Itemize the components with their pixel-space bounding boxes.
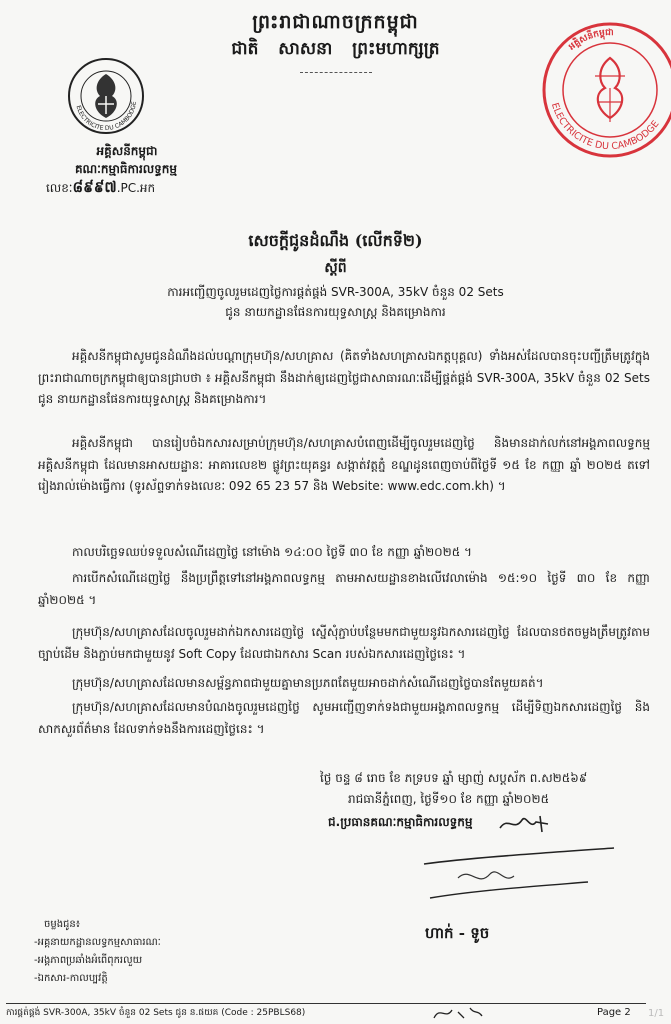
page-counter: 1/1 xyxy=(648,1008,665,1019)
body-paragraph: ការបើកសំណើដេញថ្លៃ នឹងប្រព្រឹត្តទៅនៅអង្គភាពលទ្ធកម្ម តាមអាសយដ្ឋានខាងលើវេលាម៉ោង ១៥:១០ ថ្ងៃទី ៣០ ខែ កញ្ញា ឆ្នាំ២០២៥ ។ xyxy=(38,571,650,607)
body-paragraph: ក្រុមហ៊ុន/សហគ្រាសដែលមានបំណងចូលរួមដេញថ្លៃ សូមអញ្ជើញទាក់ទងជាមួយអង្គភាពលទ្ធកម្ម ដើម្បីទិញឯកសារដេញថ្លៃ និងសាកសួរព័ត៌មាន ដែលទាក់ទងនឹងការដេញថ្លៃនេះ ។ xyxy=(38,700,650,736)
ref-suffix: .PC.អក xyxy=(116,181,156,195)
national-motto: ជាតិ សាសនា ព្រះមហាក្សត្រ xyxy=(231,39,440,59)
ref-number: ៨៩៩៧ xyxy=(72,178,117,196)
recipient-item: -អង្គភាពប្រឆាំងអំពើពុករលួយ xyxy=(34,955,143,966)
body-paragraph: អគ្គិសនីកម្ពុជាសូមជូនដំណឹងដល់បណ្តាក្រុមហ៊ុន/សហគ្រាស (គិតទាំងសហគ្រាសឯកត្តបុគ្គល) ទាំងអស់ដែលបានចុះបញ្ជីត្រឹមត្រូវក្នុងព្រះរាជាណាចក្រកម្ពុជាឲ្យបានជ្រាបថា ៖ អគ្គិសនីកម្ពុជា នឹងដាក់ឲ្យដេញថ្លៃជាសាធារណៈដើម្បីផ្គត់ផ្គង់ SVR-300A, 35kV ចំនួន 02 Sets ជូន នាយកដ្ឋានផែនការយុទ្ធសាស្ត្រ និងគម្រោងការ។ xyxy=(38,349,650,406)
kingdom-header: ព្រះរាជាណាចក្រកម្ពុជា xyxy=(252,11,419,33)
handwritten-signature xyxy=(418,838,618,908)
org-department: គណៈកម្មាធិការលទ្ធកម្ម xyxy=(74,162,178,176)
reference-number xyxy=(46,178,155,200)
lunar-date: ថ្ងៃ ចន្ទ ៨ រោច ខែ ភទ្របទ ឆ្នាំ ម្សាញ់ សប្តស័ក ព.ស២៥៦៩ xyxy=(320,771,588,785)
body-paragraph: កាលបរិច្ឆេទឈប់ទទួលសំណើដេញថ្លៃ នៅម៉ោង ១៤:០០ ថ្ងៃទី ៣០ ខែ កញ្ញា ឆ្នាំ២០២៥ ។ xyxy=(72,545,472,559)
recipient-item: -អគ្គនាយកដ្ឋានលទ្ធកម្មសាធារណៈ xyxy=(34,937,161,948)
body-paragraph: ក្រុមហ៊ុន/សហគ្រាសដែលមានសម្ព័ន្ធភាពជាមួយគ្នាមានប្រភពតែមួយអាចដាក់សំណើដេញថ្លៃបានតែមួយគត់។ xyxy=(72,676,544,690)
footer-text: ការផ្គត់ផ្គង់ SVR-300A, 35kV ចំនួន 02 Sets ជូន ន.ផយគ (Code : 25PBLS68) xyxy=(6,1008,306,1018)
signer-name: ហាក់ - ទូច xyxy=(425,924,490,942)
recipients-heading: ចម្លងជូន៖ xyxy=(44,919,81,930)
solar-date: រាជធានីភ្នំពេញ, ថ្ងៃទី១០ ខែ កញ្ញា ឆ្នាំ២០២៥ xyxy=(348,792,550,806)
svg-text:អគ្គិសនីកម្ពុជា: អគ្គិសនីកម្ពុជា xyxy=(567,28,614,53)
svg-text:ELECTRICITE DU CAMBODGE: ELECTRICITE DU CAMBODGE xyxy=(548,101,662,153)
copy-recipients xyxy=(34,916,161,988)
footer-divider xyxy=(6,1003,646,1004)
footer-initials xyxy=(430,1004,490,1022)
initial-signature xyxy=(496,812,566,834)
notice-subject: ការអញ្ជើញចូលរួមដេញថ្លៃការផ្គត់ផ្គង់ SVR-300A, 35kV ចំនួន 02 Sets xyxy=(167,285,504,299)
notice-subject-recipient: ជូន នាយកដ្ឋានផែនការយុទ្ធសាស្ត្រ និងគម្រោងការ xyxy=(225,305,446,319)
ref-label: លេខៈ xyxy=(46,181,73,195)
motto-ornament xyxy=(300,64,372,73)
notice-subject-label: ស្តីពី xyxy=(324,260,347,276)
svg-text:ELECTRICITE DU CAMBODGE: ELECTRICITE DU CAMBODGE xyxy=(74,101,139,133)
official-red-stamp xyxy=(535,18,671,168)
notice-title: សេចក្តីជូនដំណឹង (លើកទី២) xyxy=(248,231,423,250)
recipient-item: -ឯកសារ-កាលប្បវត្តិ xyxy=(34,973,108,984)
edc-logo xyxy=(66,56,146,136)
org-name: អគ្គិសនីកម្ពុជា xyxy=(96,144,158,158)
signatory-role: ជ.ប្រធានគណៈកម្មាធិការលទ្ធកម្ម xyxy=(328,815,473,829)
page-number: Page 2 xyxy=(597,1007,631,1018)
body-paragraph: ក្រុមហ៊ុន/សហគ្រាសដែលចូលរួមដាក់ឯកសារដេញថ្លៃ ស្នើសុំភ្ជាប់បន្ថែមមកជាមួយនូវឯកសារដេញថ្លៃ ដែលបានថតចម្លងត្រឹមត្រូវតាមច្បាប់ដើម និងភ្ជាប់មកជាមួយនូវ Soft Copy ដែលជាឯកសារ Scan របស់ឯកសារដេញថ្លៃនេះ ។ xyxy=(38,625,650,661)
body-paragraph: អគ្គិសនីកម្ពុជា បានរៀបចំឯកសារសម្រាប់ក្រុមហ៊ុន/សហគ្រាសបំពេញដើម្បីចូលរួមដេញថ្លៃ និងមានដាក់លក់នៅអង្គភាពលទ្ធកម្មអគ្គិសនីកម្ពុជា ដែលមានអាសយដ្ឋានៈ អាគារលេខ២ ផ្លូវព្រះយុគន្ធរ សង្កាត់វត្តភ្នំ ខណ្ឌដូនពេញចាប់ពីថ្ងៃទី ១៥ ខែ កញ្ញា ឆ្នាំ ២០២៥ តទៅរៀងរាល់ម៉ោងធ្វើការ (ទូរស័ព្ទទាក់ទងលេខៈ 092 65 23 57 និង Website: www.edc.com.kh) ។ xyxy=(38,436,650,493)
